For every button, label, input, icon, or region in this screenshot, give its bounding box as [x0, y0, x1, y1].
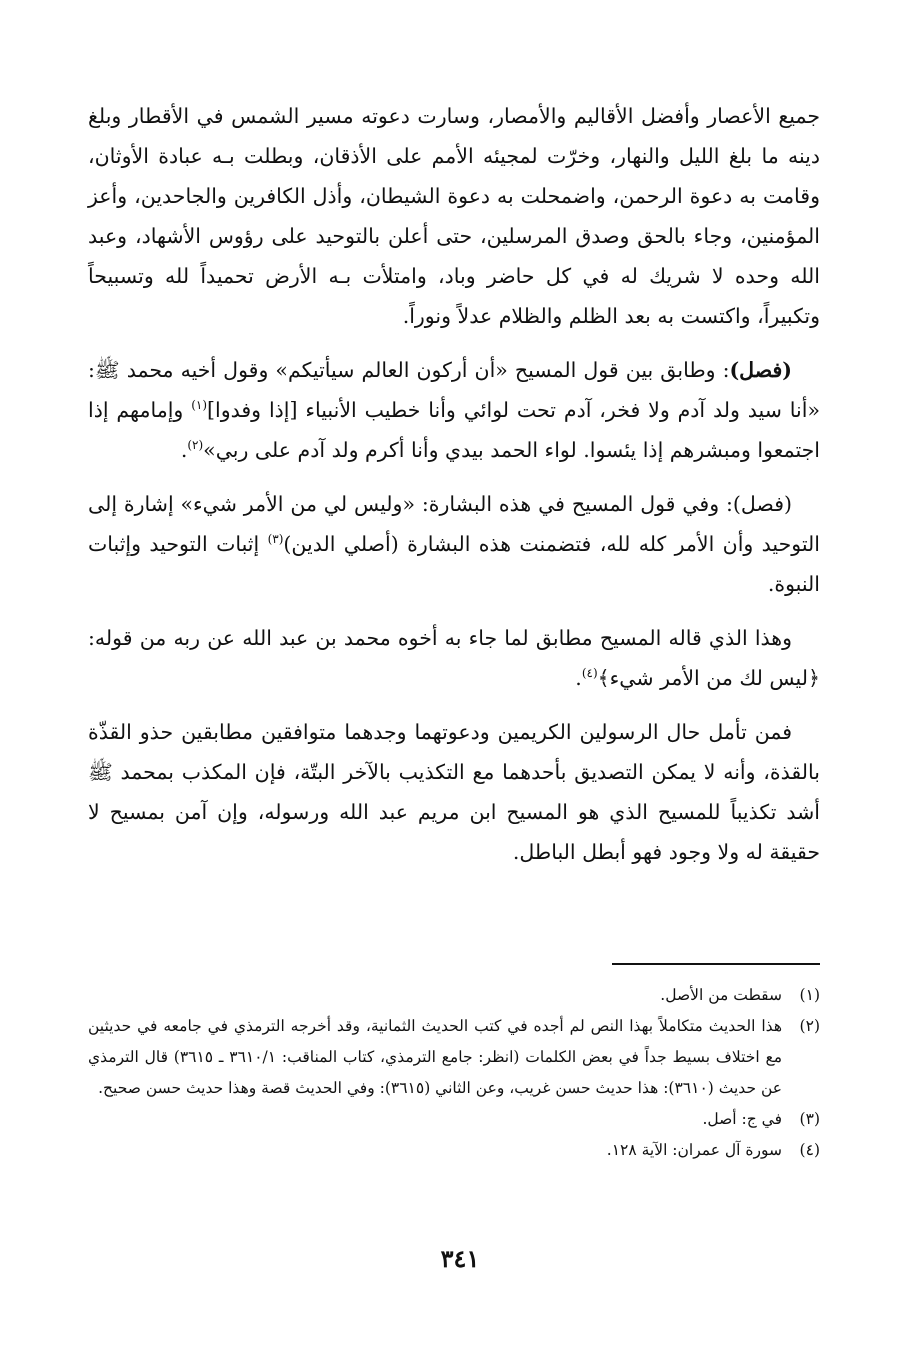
footnote-divider: [612, 963, 820, 965]
paragraph-3-text-b: إثبات التوحيد وإثبات النبوة.: [88, 532, 820, 596]
footnote-number: (٢): [799, 1017, 820, 1035]
paragraph-3-text-a: (فصل): وفي قول المسيح في هذه البشارة: «وليس لي من الأمر شيء» إشارة إلى التوحيد وأن الأمر كله لله، فتضمنت هذه البشارة (أصلي الدين): [88, 492, 820, 556]
paragraph-4-text: وهذا الذي قاله المسيح مطابق لما جاء به أخوه محمد بن عبد الله عن ربه من قوله: ﴿ليس لك من الأمر شيء﴾: [88, 626, 820, 690]
paragraph-2-text-a: : وطابق بين قول المسيح «أن أركون العالم سيأتيكم» وقول أخيه محمد ﷺ: «أنا سيد ولد آدم ولا فخر، آدم تحت لوائي وأنا خطيب الأنبياء [إذا وفدوا]: [88, 358, 820, 422]
footnote-number: (١): [799, 986, 820, 1004]
paragraph-2-end: .: [180, 438, 188, 462]
paragraph-2-text-b: وإمامهم إذا اجتمعوا ومبشرهم إذا يئسوا. لواء الحمد بيدي وأنا أكرم ولد آدم على ربي»: [88, 398, 820, 462]
footnote-text: في ج: أصل.: [702, 1110, 782, 1128]
paragraph-4-end: .: [575, 666, 582, 690]
section-label: (فصل): [729, 358, 792, 382]
footnote-3: [88, 1104, 820, 1135]
footnote-ref-4[interactable]: (٤): [581, 666, 598, 681]
footnote-1: [88, 980, 820, 1011]
footnote-number: (٤): [799, 1141, 820, 1159]
paragraph-2: [88, 350, 820, 470]
footnote-text: هذا الحديث متكاملاً بهذا النص لم أجده في كتب الحديث الثمانية، وقد أخرجه الترمذي في جامعه في حديثين مع اختلاف بسيط جداً في بعض الكلمات (انظر: جامع الترمذي، كتاب المناقب: ٣٦١٠/١ ـ ٣٦١٥) قال الترمذي عن حديث (٣٦١٠): هذا حديث حسن غريب، وعن الثاني (٣٦١٥): وفي الحديث قصة وهذا حديث حسن صحيح.: [88, 1017, 782, 1097]
footnote-4: [88, 1135, 820, 1166]
paragraph-5: فمن تأمل حال الرسولين الكريمين ودعوتهما وجدهما متوافقين مطابقين حذو القذّة بالقذة، وأنه لا يمكن التصديق بأحدهما مع التكذيب بالآخر البتّة، فإن المكذب بمحمد ﷺ أشد تكذيباً للمسيح الذي هو المسيح ابن مريم عبد الله ورسوله، وإن آمن بمسيح لا حقيقة له ولا وجود فهو أبطل الباطل.: [88, 720, 820, 864]
paragraph-4: [88, 618, 820, 698]
footnote-text: سورة آل عمران: الآية ١٢٨.: [606, 1141, 782, 1159]
page-number: ٣٤١: [440, 1244, 480, 1273]
footnote-2: [88, 1011, 820, 1104]
paragraph-3: [88, 484, 820, 604]
footnote-ref-3[interactable]: (٣): [267, 532, 284, 547]
footnote-ref-2[interactable]: (٢): [187, 438, 204, 453]
footnote-number: (٣): [799, 1110, 820, 1128]
footnote-ref-1[interactable]: (١): [191, 398, 208, 413]
footnotes: [88, 980, 820, 1166]
paragraph-1: جميع الأعصار وأفضل الأقاليم والأمصار، وسارت دعوته مسير الشمس في الأقطار وبلغ دينه ما بلغ الليل والنهار، وخرّت لمجيئه الأمم على الأذقان، وبطلت بـه عبادة الأوثان، وقامت به دعوة الرحمن، واضمحلت به دعوة الشيطان، وأذل الكافرين والجاحدين، وأعز المؤمنين، وجاء بالحق وصدق المرسلين، حتى أعلن بالتوحيد على رؤوس الأشهاد، وعبد الله وحده لا شريك له في كل حاضر وباد، وامتلأت بـه الأرض تحميداً لله وتسبيحاً وتكبيراً، واكتست به بعد الظلم والظلام عدلاً ونوراً.: [88, 104, 820, 328]
footnote-text: سقطت من الأصل.: [660, 986, 782, 1004]
